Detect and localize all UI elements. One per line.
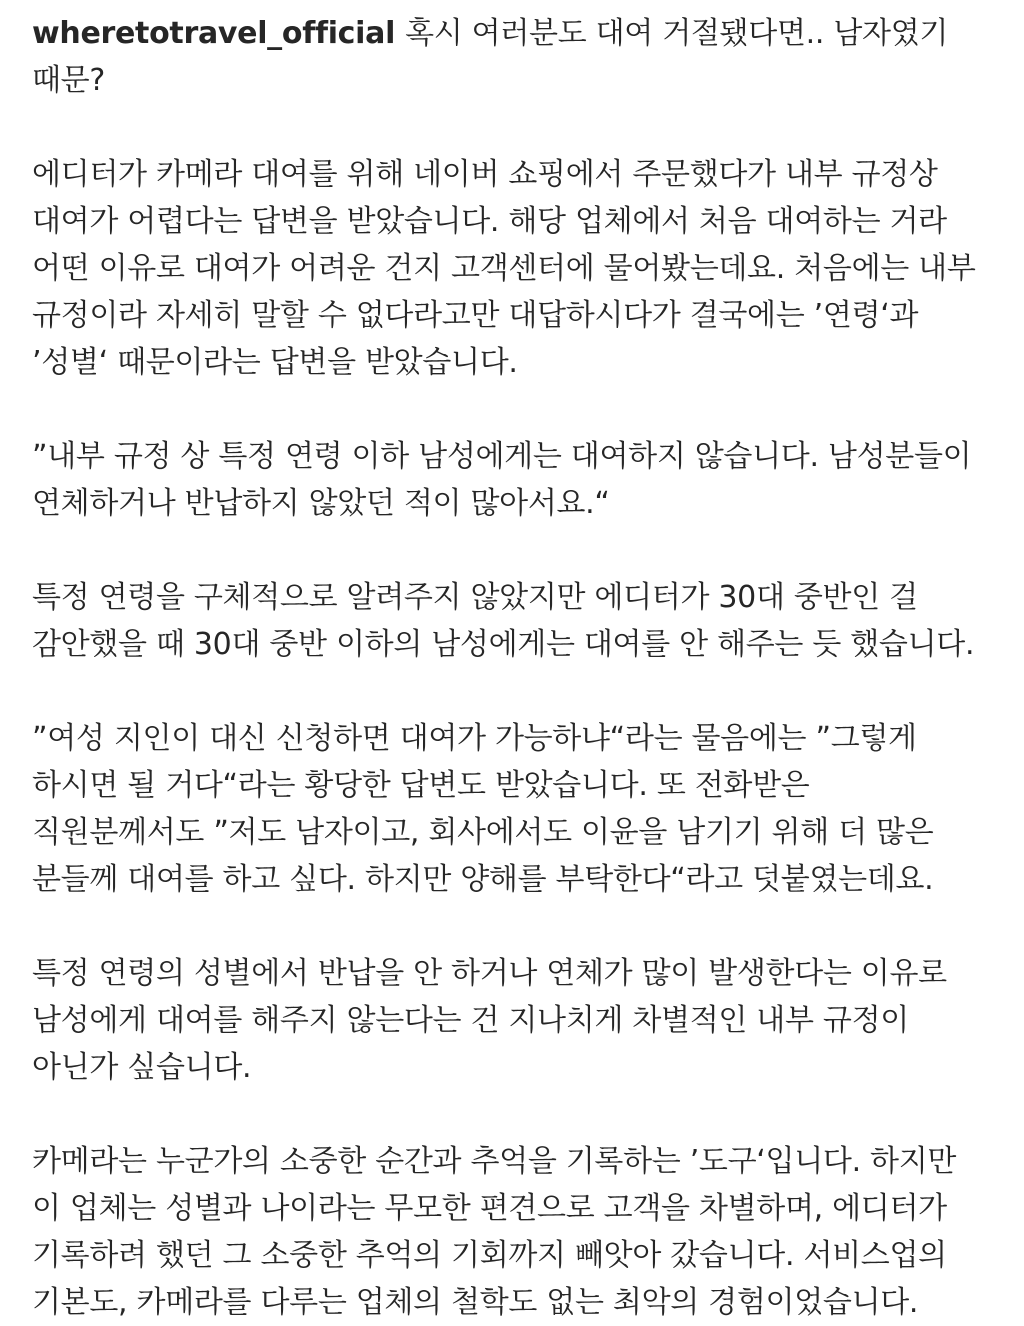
caption-line: 카메라는 누군가의 소중한 순간과 추억을 기록하는 ’도구‘입니다. 하지만 [32, 1144, 957, 1179]
paragraph-spacer [32, 527, 1002, 574]
caption-title-line: 때문? [32, 63, 105, 98]
caption-line: 감안했을 때 30대 중반 이하의 남성에게는 대여를 안 해주는 듯 했습니다. [32, 627, 975, 662]
caption-paragraph [32, 715, 1002, 903]
paragraph-spacer [32, 386, 1002, 433]
paragraph-spacer [32, 903, 1002, 950]
caption-line: 직원분께서도 ”저도 남자이고, 회사에서도 이윤을 남기기 위해 더 많은 [32, 815, 934, 850]
paragraph-spacer [32, 1091, 1002, 1138]
caption-line: 하시면 될 거다“라는 황당한 답변도 받았습니다. 또 전화받은 [32, 768, 810, 803]
caption-line: 에디터가 카메라 대여를 위해 네이버 쇼핑에서 주문했다가 내부 규정상 [32, 157, 938, 192]
caption-title-text: 혹시 여러분도 대여 거절됐다면.. 남자였기 [405, 16, 949, 51]
caption-line: 특정 연령을 구체적으로 알려주지 않았지만 에디터가 30대 중반인 걸 [32, 580, 918, 615]
caption-line: 기록하려 했던 그 소중한 추억의 기회까지 빼앗아 갔습니다. 서비스업의 [32, 1238, 947, 1273]
caption-line: 특정 연령의 성별에서 반납을 안 하거나 연체가 많이 발생한다는 이유로 [32, 956, 947, 991]
paragraph-spacer [32, 668, 1002, 715]
caption-line: 기본도, 카메라를 다루는 업체의 철학도 없는 최악의 경험이었습니다. [32, 1285, 919, 1320]
caption-line: ’성별‘ 때문이라는 답변을 받았습니다. [32, 345, 518, 380]
caption-title-line [32, 10, 1002, 57]
caption-paragraph [32, 950, 1002, 1091]
caption-line: 남성에게 대여를 해주지 않는다는 건 지나치게 차별적인 내부 규정이 [32, 1003, 909, 1038]
caption-paragraph [32, 151, 1002, 386]
caption-paragraph [32, 574, 1002, 668]
caption-line: 이 업체는 성별과 나이라는 무모한 편견으로 고객을 차별하며, 에디터가 [32, 1191, 947, 1226]
username-link[interactable]: wheretotravel_official [32, 16, 396, 51]
caption-paragraph [32, 433, 1002, 527]
caption-line: 연체하거나 반납하지 않았던 적이 많아서요.“ [32, 486, 610, 521]
caption-line: 분들께 대여를 하고 싶다. 하지만 양해를 부탁한다“라고 덧붙였는데요. [32, 862, 934, 897]
caption-line: ”여성 지인이 대신 신청하면 대여가 가능하냐“라는 물음에는 ”그렇게 [32, 721, 917, 756]
paragraph-spacer [32, 104, 1002, 151]
caption-line: ”내부 규정 상 특정 연령 이하 남성에게는 대여하지 않습니다. 남성분들이 [32, 439, 972, 474]
caption-line: 대여가 어렵다는 답변을 받았습니다. 해당 업체에서 처음 대여하는 거라 [32, 204, 947, 239]
caption-line: 아닌가 싶습니다. [32, 1050, 252, 1085]
caption-paragraph [32, 1138, 1002, 1326]
caption-line: 어떤 이유로 대여가 어려운 건지 고객센터에 물어봤는데요. 처음에는 내부 [32, 251, 976, 286]
caption-line: 규정이라 자세히 말할 수 없다라고만 대답하시다가 결국에는 ’연령‘과 [32, 298, 919, 333]
post-caption [32, 10, 1002, 1326]
